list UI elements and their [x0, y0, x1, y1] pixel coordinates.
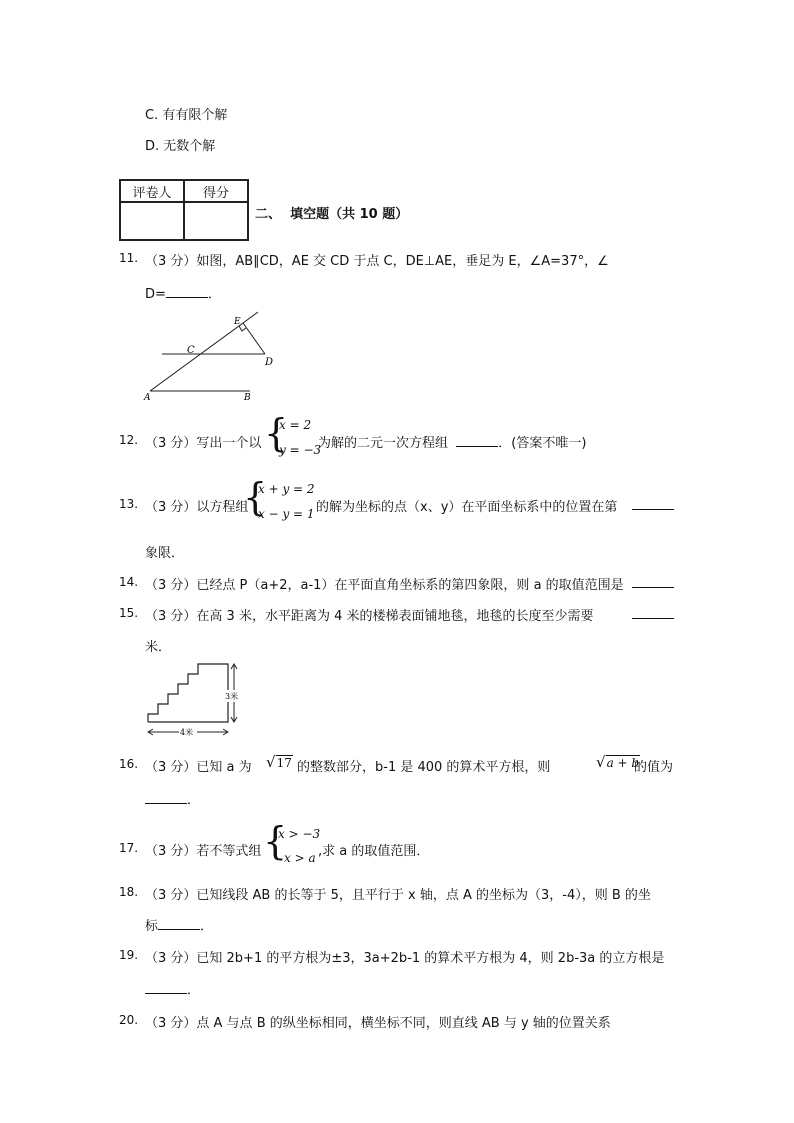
brace: { — [263, 819, 288, 863]
q13-suffix: 的解为坐标的点（x、y）在平面坐标系中的位置在第 — [316, 500, 618, 515]
sqrt-17 — [266, 753, 293, 771]
q12-note: ．(答案不唯一) — [498, 436, 587, 451]
staircase — [148, 664, 228, 722]
answer-blank — [632, 606, 674, 619]
q18-line2-prefix: 标 — [145, 919, 159, 934]
label-b: B — [244, 393, 251, 403]
q11-figure — [140, 308, 275, 403]
answer-blank — [456, 434, 498, 447]
q16-number: 16. — [119, 757, 139, 771]
line-de — [243, 323, 265, 354]
q12-body — [318, 432, 586, 451]
q15-number: 15. — [119, 606, 139, 620]
section-title: 填空题（共 10 题） — [290, 207, 409, 222]
q17-eq1: x > −3 — [278, 827, 321, 841]
q13-line2: 象限． — [145, 546, 185, 561]
q14-number: 14. — [119, 575, 139, 589]
q16-line2 — [145, 789, 200, 808]
q18-text: （3 分）已知线段 AB 的长等于 5，且平行于 x 轴，点 A 的坐标为（3，-4），则 B 的坐 — [145, 888, 651, 903]
q17-suffix: ,求 a 的取值范围． — [318, 844, 430, 859]
q15-line2: 米． — [145, 640, 172, 655]
q19-period: ． — [187, 983, 201, 998]
q13-prefix: （3 分）以方程组 — [145, 500, 249, 515]
q12-prefix: （3 分）写出一个以 — [145, 436, 262, 451]
score-table-header-grader: 评卷人 — [120, 180, 184, 202]
label-width: 4米 — [180, 728, 194, 737]
line-ae — [150, 312, 258, 391]
option-c: C. 有有限个解 — [145, 108, 228, 123]
label-a: A — [144, 393, 151, 403]
q19-number: 19. — [119, 948, 139, 962]
label-d: D — [265, 357, 274, 368]
label-e: E — [234, 317, 241, 327]
q11-period: ． — [207, 287, 221, 302]
q19-text: （3 分）已知 2b+1 的平方根为±3，3a+2b-1 的算术平方根为 4，则 2b-3a 的立方根是 — [145, 951, 665, 966]
radical-sign: √ — [266, 753, 276, 771]
brace: { — [264, 411, 289, 455]
q13-number: 13. — [119, 497, 139, 511]
q15-stairs-figure — [144, 662, 244, 740]
q17-number: 17. — [119, 841, 139, 855]
q11-number: 11. — [119, 251, 139, 265]
brace: { — [243, 475, 268, 519]
q14-text: （3 分）已经点 P（a+2，a-1）在平面直角坐标系的第四象限，则 a 的取值范围是 — [145, 578, 624, 593]
score-table-cell-grader — [120, 202, 184, 240]
answer-blank — [166, 285, 208, 298]
section-heading — [255, 203, 408, 222]
score-table-cell-score — [184, 202, 248, 240]
q11-text: （3 分）如图，AB∥CD，AE 交 CD 于点 C，DE⊥AE，垂足为 E，∠A=37°，∠ — [145, 254, 609, 269]
q12-suffix: 为解的二元一次方程组 — [318, 436, 449, 451]
q11-line2 — [145, 283, 221, 302]
score-table — [119, 179, 249, 241]
q13-eq2: x − y = 1 — [258, 507, 315, 521]
answer-blank — [145, 981, 187, 994]
q16-period: ． — [187, 793, 201, 808]
answer-blank — [632, 575, 674, 588]
radicand: 17 — [276, 756, 292, 770]
q13-eq1: x + y = 2 — [258, 482, 315, 496]
q20-text: （3 分）点 A 与点 B 的纵坐标相同，横坐标不同，则直线 AB 与 y 轴的位置关系 — [145, 1016, 611, 1031]
q12-eq1: x = 2 — [279, 418, 312, 432]
option-d: D. 无数个解 — [145, 139, 216, 154]
q20-number: 20. — [119, 1013, 139, 1027]
q16-suffix: 的值为 — [634, 760, 674, 775]
q17-eq2: x > a — [284, 851, 316, 865]
q15-text: （3 分）在高 3 米，水平距离为 4 米的楼梯表面铺地毯，地毯的长度至少需要 — [145, 609, 594, 624]
q18-number: 18. — [119, 885, 139, 899]
q18-line2 — [145, 915, 213, 934]
q19-line2 — [145, 979, 200, 998]
q16-middle: 的整数部分，b-1 是 400 的算术平方根，则 — [297, 760, 551, 775]
q17-prefix: （3 分）若不等式组 — [145, 844, 262, 859]
q12-eq2: y = −3 — [279, 443, 322, 457]
section-number: 二、 — [255, 207, 282, 222]
q18-period: ． — [200, 919, 214, 934]
q16-prefix: （3 分）已知 a 为 — [145, 760, 252, 775]
label-c: C — [187, 345, 195, 356]
label-height: 3米 — [225, 692, 239, 701]
score-table-header-score: 得分 — [184, 180, 248, 202]
q11-prefix: D= — [145, 287, 166, 302]
radicand: a + b — [606, 756, 640, 770]
q12-number: 12. — [119, 433, 139, 447]
answer-blank — [632, 497, 674, 510]
answer-blank — [145, 791, 187, 804]
answer-blank — [158, 917, 200, 930]
radical-sign: √ — [596, 753, 606, 771]
